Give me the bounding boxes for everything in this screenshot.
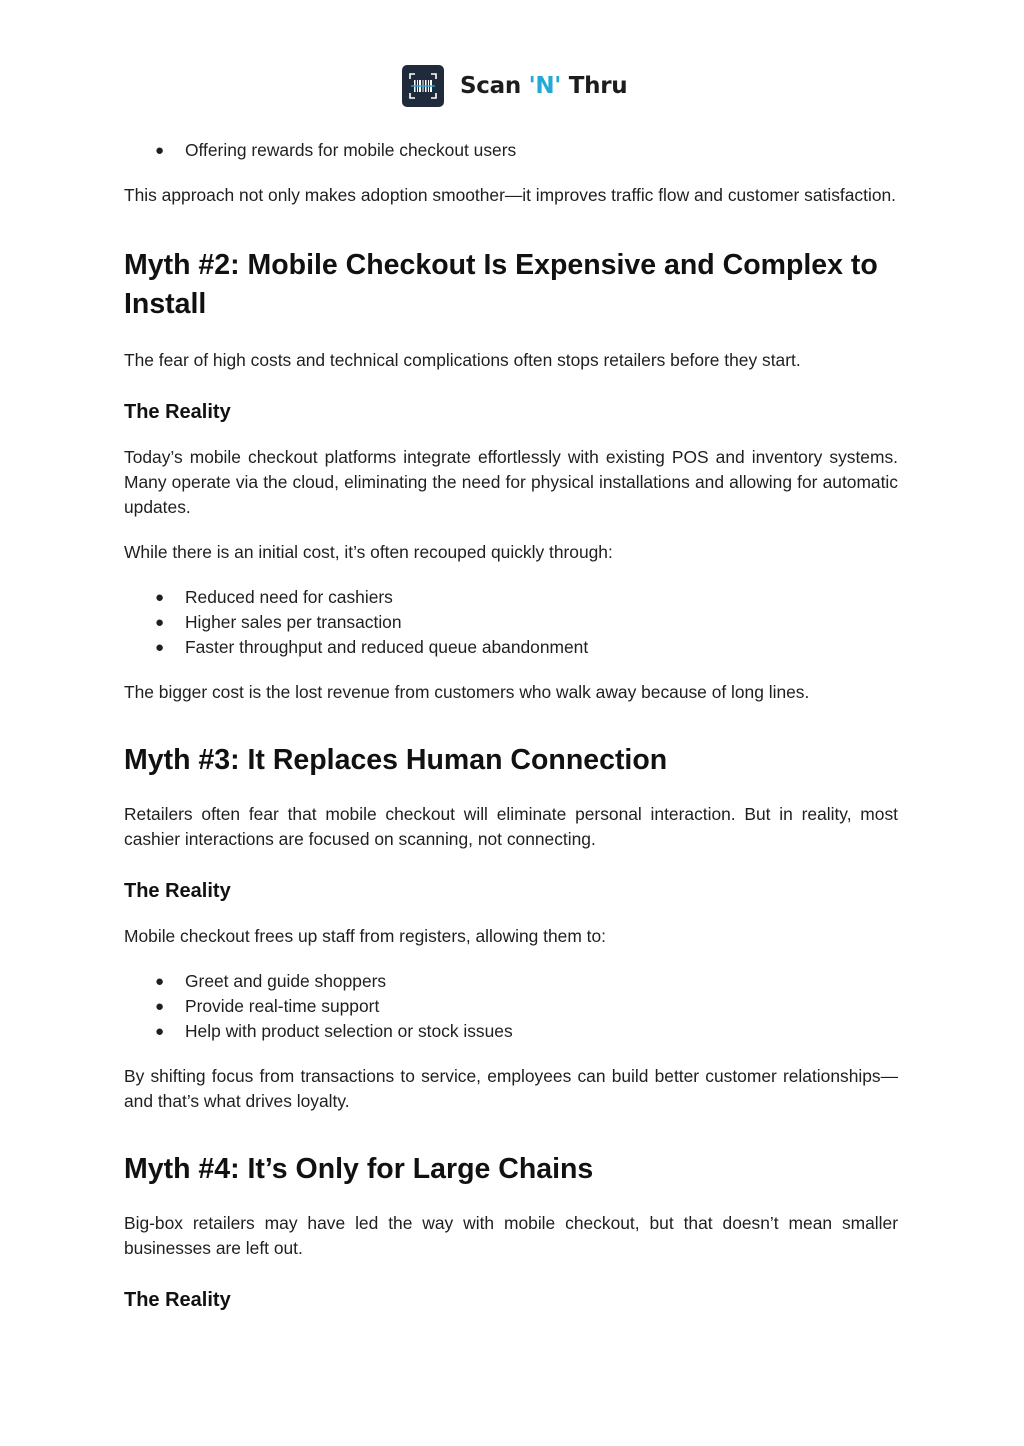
bullet-list [124, 585, 898, 660]
list-item: ● Higher sales per transaction [155, 612, 402, 632]
subheading-the-reality: The Reality [124, 1289, 231, 1311]
subheading-the-reality: The Reality [124, 401, 231, 423]
paragraph: Big-box retailers may have led the way with mobile checkout, but that doesn’t mean smaller businesses are left out. [124, 1213, 898, 1258]
paragraph: This approach not only makes adoption smoother—it improves traffic flow and customer satisfaction. [124, 185, 896, 205]
brand-name: Scan 'N' Thru [460, 73, 628, 99]
list-item: ● Provide real-time support [155, 996, 380, 1016]
section-heading-myth-4: Myth #4: It’s Only for Large Chains [124, 1153, 594, 1185]
paragraph: Today’s mobile checkout platforms integrate effortlessly with existing POS and inventory systems. Many operate via the cloud, eliminating the need for physical installations and allowing for automatic updates. [124, 447, 898, 517]
paragraph: While there is an initial cost, it’s often recouped quickly through: [124, 542, 613, 562]
list-item: ● Help with product selection or stock issues [155, 1021, 513, 1041]
barcode-scan-icon [402, 65, 444, 107]
list-item: ● Greet and guide shoppers [155, 971, 387, 991]
paragraph: The fear of high costs and technical complications often stops retailers before they start. [124, 350, 801, 370]
document-body [124, 138, 898, 1313]
list-item: ● Offering rewards for mobile checkout users [155, 140, 517, 160]
paragraph: Mobile checkout frees up staff from registers, allowing them to: [124, 926, 607, 946]
paragraph: By shifting focus from transactions to service, employees can build better customer relationships—and that’s what drives loyalty. [124, 1066, 898, 1111]
brand-logo [402, 65, 627, 107]
list-item: ● Reduced need for cashiers [155, 587, 393, 607]
paragraph: Retailers often fear that mobile checkout will eliminate personal interaction. But in reality, most cashier interactions are focused on scanning, not connecting. [124, 804, 898, 849]
paragraph: The bigger cost is the lost revenue from customers who walk away because of long lines. [124, 682, 810, 702]
section-heading-myth-3: Myth #3: It Replaces Human Connection [124, 744, 668, 776]
list-item: ● Faster throughput and reduced queue abandonment [155, 637, 589, 657]
subheading-the-reality: The Reality [124, 880, 231, 902]
bullet-list [124, 138, 898, 163]
section-heading-myth-2: Myth #2: Mobile Checkout Is Expensive and Complex to Install [124, 249, 878, 320]
bullet-list [124, 969, 898, 1044]
page-header [0, 64, 1024, 108]
